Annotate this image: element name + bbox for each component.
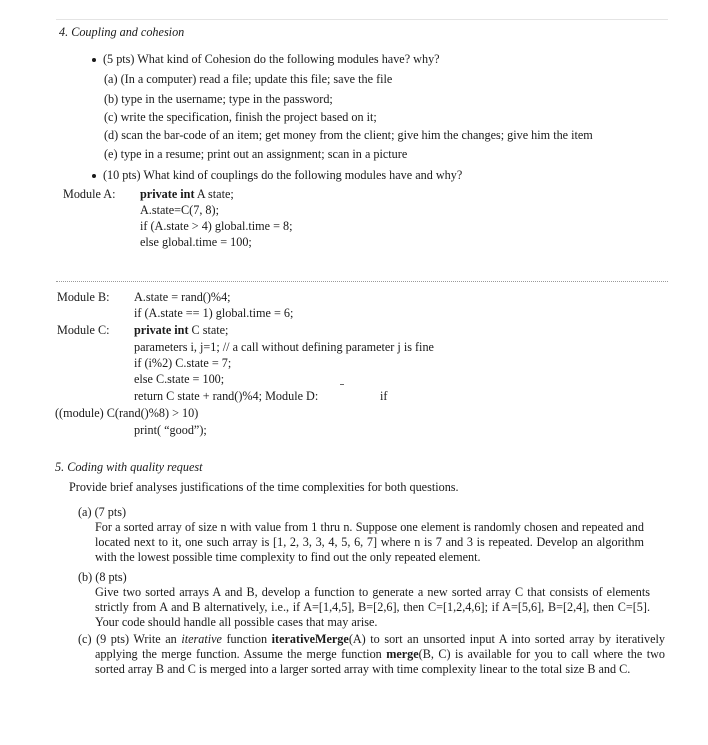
question-b-heading: (b) (8 pts)	[78, 570, 127, 584]
module-a-line: if (A.state > 4) global.time = 8;	[140, 219, 293, 233]
question-c-text: (A) to sort an unsorted input A into sorted array by iteratively applying the merge function. Assume the merge function	[95, 632, 666, 661]
keyword: private int	[134, 323, 189, 337]
module-c-line: return C state + rand()%4; Module D:	[134, 389, 319, 403]
cohesion-item-e: (e) type in a resume; print out an assignment; scan in a picture	[104, 147, 408, 161]
question-cohesion: (5 pts) What kind of Cohesion do the following modules have? why?	[103, 52, 440, 66]
question-c-emphasis: iterative	[181, 632, 222, 646]
module-a-label: Module A:	[63, 187, 116, 201]
module-c-line: else C.state = 100;	[134, 372, 225, 386]
module-d-print: print( “good”);	[134, 423, 207, 437]
cohesion-item-c: (c) write the specification, finish the project based on it;	[104, 110, 377, 124]
module-c-label: Module C:	[57, 323, 110, 337]
cohesion-item-b: (b) type in the username; type in the password;	[104, 92, 333, 106]
top-divider	[56, 19, 668, 20]
bullet-icon	[92, 174, 96, 178]
module-a-decl	[140, 187, 234, 202]
question-c-text: (B, C) is available for you to call where the two sorted array B and C is merged into a larger sorted array with time complexity linear to the total size B and C.	[95, 647, 665, 676]
question-a-body: For a sorted array of size n with value from 1 thru n. Suppose one element is randomly chosen and repeated and located next to it, one such array is [1, 2, 3, 3, 4, 5, 6, 7] where n is 7 and 3 is repeated. Develop an algorithm with the lowest possible time complexity to find out the only repeated element.	[95, 520, 644, 564]
question-b-body: Give two sorted arrays A and B, develop a function to generate a new sorted array C that consists of elements strictly from A and B alternatively, i.e., if A=[1,4,5], B=[2,6], then C=[1,2,4,6]; if A=[5,6], B=[2,4], then C=[5]. Your code should handle all possible cases that may arise.	[95, 585, 650, 629]
decl-rest: C state;	[188, 323, 229, 337]
module-a-line: else global.time = 100;	[140, 235, 252, 249]
question-c-text: (c) (9 pts) Write an	[78, 632, 182, 646]
keyword: private int	[140, 187, 195, 201]
question-c	[78, 632, 665, 677]
module-c-decl	[134, 323, 228, 338]
module-c-line: if (i%2) C.state = 7;	[134, 356, 232, 370]
section-4-title: 4. Coupling and cohesion	[59, 25, 185, 39]
module-b-line: A.state = rand()%4;	[134, 290, 231, 304]
dotted-divider	[56, 281, 668, 282]
stray-mark	[340, 384, 344, 385]
function-name: iterativeMerge	[271, 632, 349, 646]
cohesion-item-d: (d) scan the bar-code of an item; get money from the client; give him the changes; give him the item	[104, 128, 593, 142]
decl-rest: A state;	[194, 187, 234, 201]
module-a-line: A.state=C(7, 8);	[140, 203, 219, 217]
module-d-condition: ((module) C(rand()%8) > 10)	[55, 406, 199, 420]
question-c-text: function	[221, 632, 272, 646]
section-5-title: 5. Coding with quality request	[55, 460, 203, 474]
module-b-line: if (A.state == 1) global.time = 6;	[134, 306, 294, 320]
question-a-heading: (a) (7 pts)	[78, 505, 127, 519]
cohesion-item-a: (a) (In a computer) read a file; update this file; save the file	[104, 72, 393, 86]
question-coupling: (10 pts) What kind of couplings do the following modules have and why?	[103, 168, 463, 182]
function-name: merge	[386, 647, 419, 661]
module-b-label: Module B:	[57, 290, 110, 304]
module-d-if: if	[380, 389, 388, 403]
section-5-intro: Provide brief analyses justifications of the time complexities for both questions.	[69, 480, 459, 494]
module-c-line: parameters i, j=1; // a call without defining parameter j is fine	[134, 340, 434, 354]
bullet-icon	[92, 58, 96, 62]
